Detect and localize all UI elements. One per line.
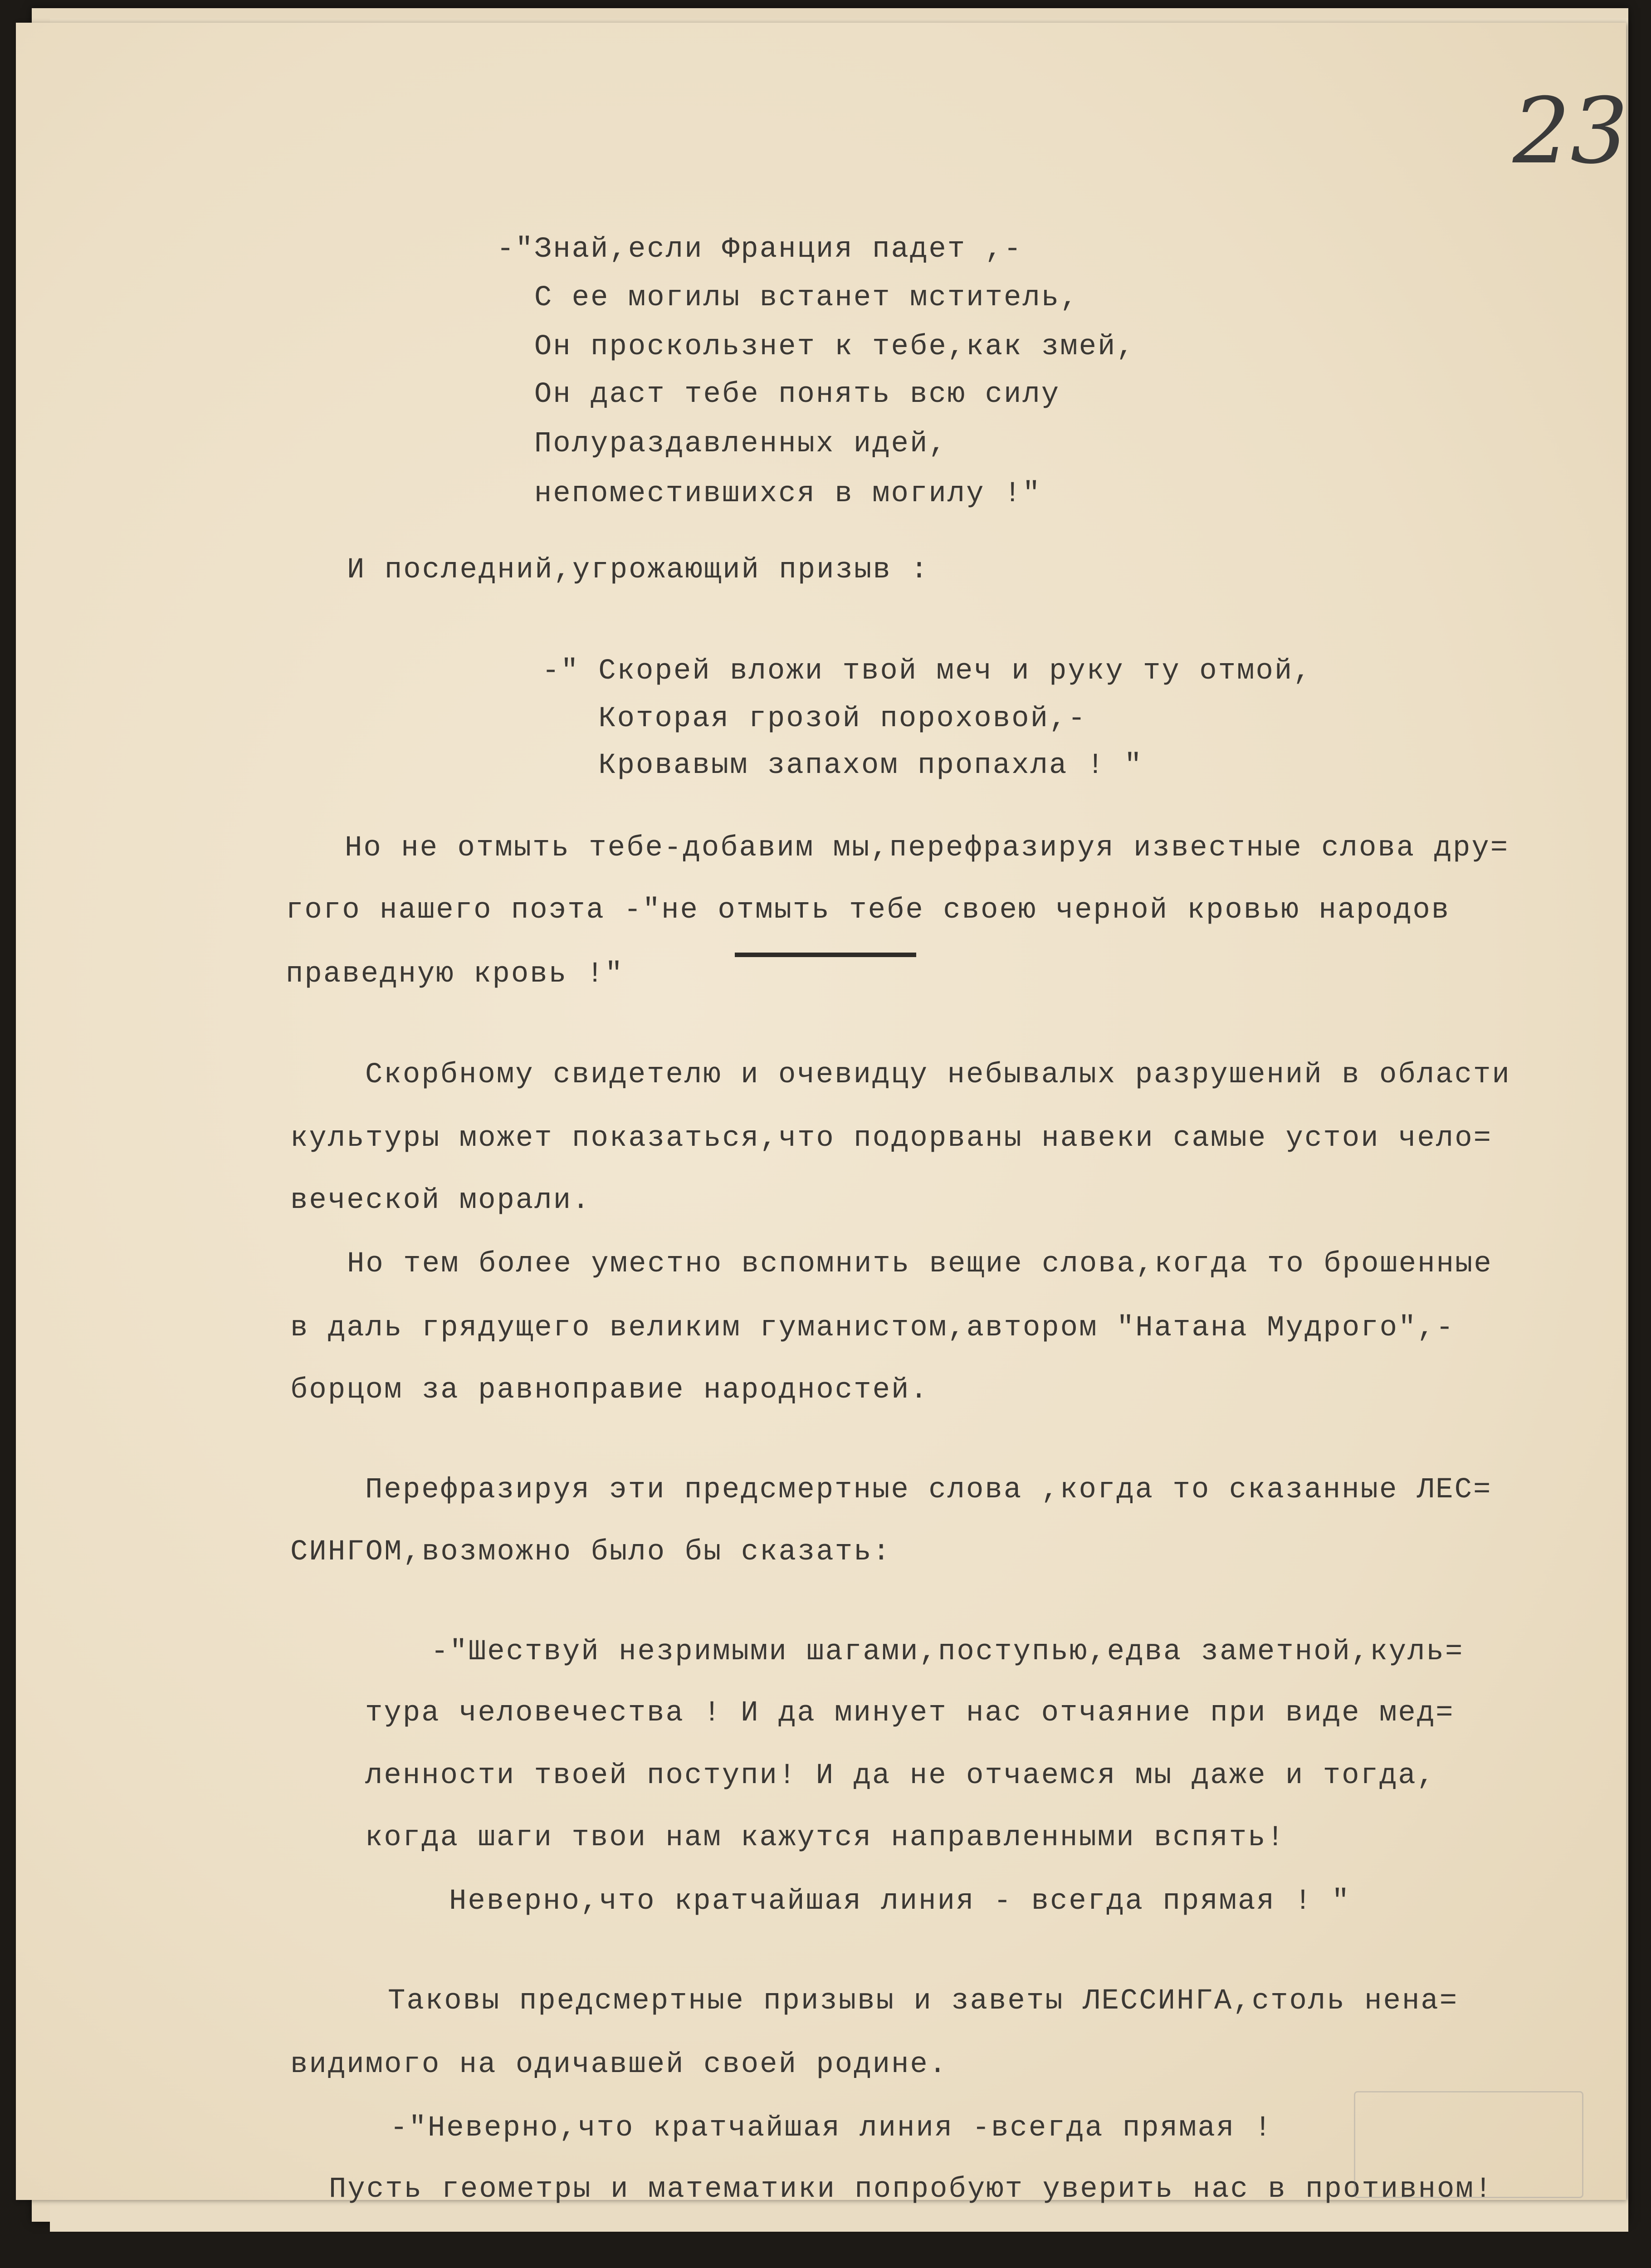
poem2-line: Кровавым запахом пропахла ! " (542, 749, 1143, 782)
paragraph-line: гого нашего поэта -"не отмыть тебе своею черной кровью народов (286, 894, 1451, 927)
page-number: 23 (1513, 78, 1628, 184)
poem1-line: С ее могилы встанет мститель, (497, 282, 1079, 314)
intro-line: И последний,угрожающий призыв : (347, 554, 929, 587)
paragraph-line: веческой морали. (290, 1184, 591, 1217)
paragraph-line: СИНГОМ,возможно было бы сказать: (290, 1536, 891, 1569)
paragraph-line: Таковы предсмертные призывы и заветы ЛЕССИНГА,столь нена= (388, 1985, 1459, 2018)
poem2-line: Которая грозой пороховой,- (542, 703, 1087, 735)
paragraph-line: в даль грядущего великим гуманистом,автором "Натана Мудрого",- (290, 1312, 1455, 1344)
poem1-line: Он проскользнет к тебе,как змей, (497, 331, 1135, 363)
quote-line: тура человечества ! И да минует нас отчаяние при виде мед= (365, 1697, 1455, 1730)
quote-line: -"Шествуй незримыми шагами,поступью,едва заметной,куль= (431, 1636, 1464, 1668)
poem1-line: -"Знай,если Франция падет ,- (497, 233, 1023, 266)
typewritten-page (16, 23, 1628, 2206)
final-line: -"Неверно,что кратчайшая линия -всегда прямая ! (390, 2112, 1273, 2145)
quote-line: когда шаги твои нам кажутся направленными вспять! (365, 1822, 1285, 1854)
paragraph-line: культуры может показаться,что подорваны навеки самые устои чело= (290, 1122, 1492, 1155)
paragraph-line: Но не отмыть тебе-добавим мы,перефразируя известные слова дру= (345, 832, 1509, 865)
section-divider (735, 953, 916, 957)
paragraph-line: праведную кровь !" (286, 958, 624, 991)
paragraph-line: видимого на одичавшей своей родине. (290, 2048, 948, 2081)
poem2-line: -" Скорей вложи твой меч и руку ту отмой, (542, 655, 1312, 688)
faded-stamp (1354, 2091, 1583, 2198)
poem1-line: непоместившихся в могилу !" (497, 478, 1041, 510)
poem1-line: Он даст тебе понять всю силу (497, 378, 1060, 411)
paragraph-line: борцом за равноправие народностей. (290, 1374, 929, 1407)
paragraph-line: Скорбному свидетелю и очевидцу небывалых разрушений в области (365, 1059, 1511, 1091)
paragraph-line: Но тем более уместно вспомнить вещие слова,когда то брошенные (347, 1248, 1493, 1281)
quote-line: Неверно,что кратчайшая линия - всегда прямая ! " (449, 1885, 1351, 1918)
poem1-line: Полураздавленных идей, (497, 428, 948, 460)
paragraph-line: Перефразируя эти предсмертные слова ,когда то сказанные ЛЕС= (365, 1474, 1492, 1506)
quote-line: ленности твоей поступи! И да не отчаемся мы даже и тогда, (365, 1760, 1436, 1792)
final-line: Пусть геометры и математики попробуют уверить нас в противном! (329, 2173, 1494, 2206)
